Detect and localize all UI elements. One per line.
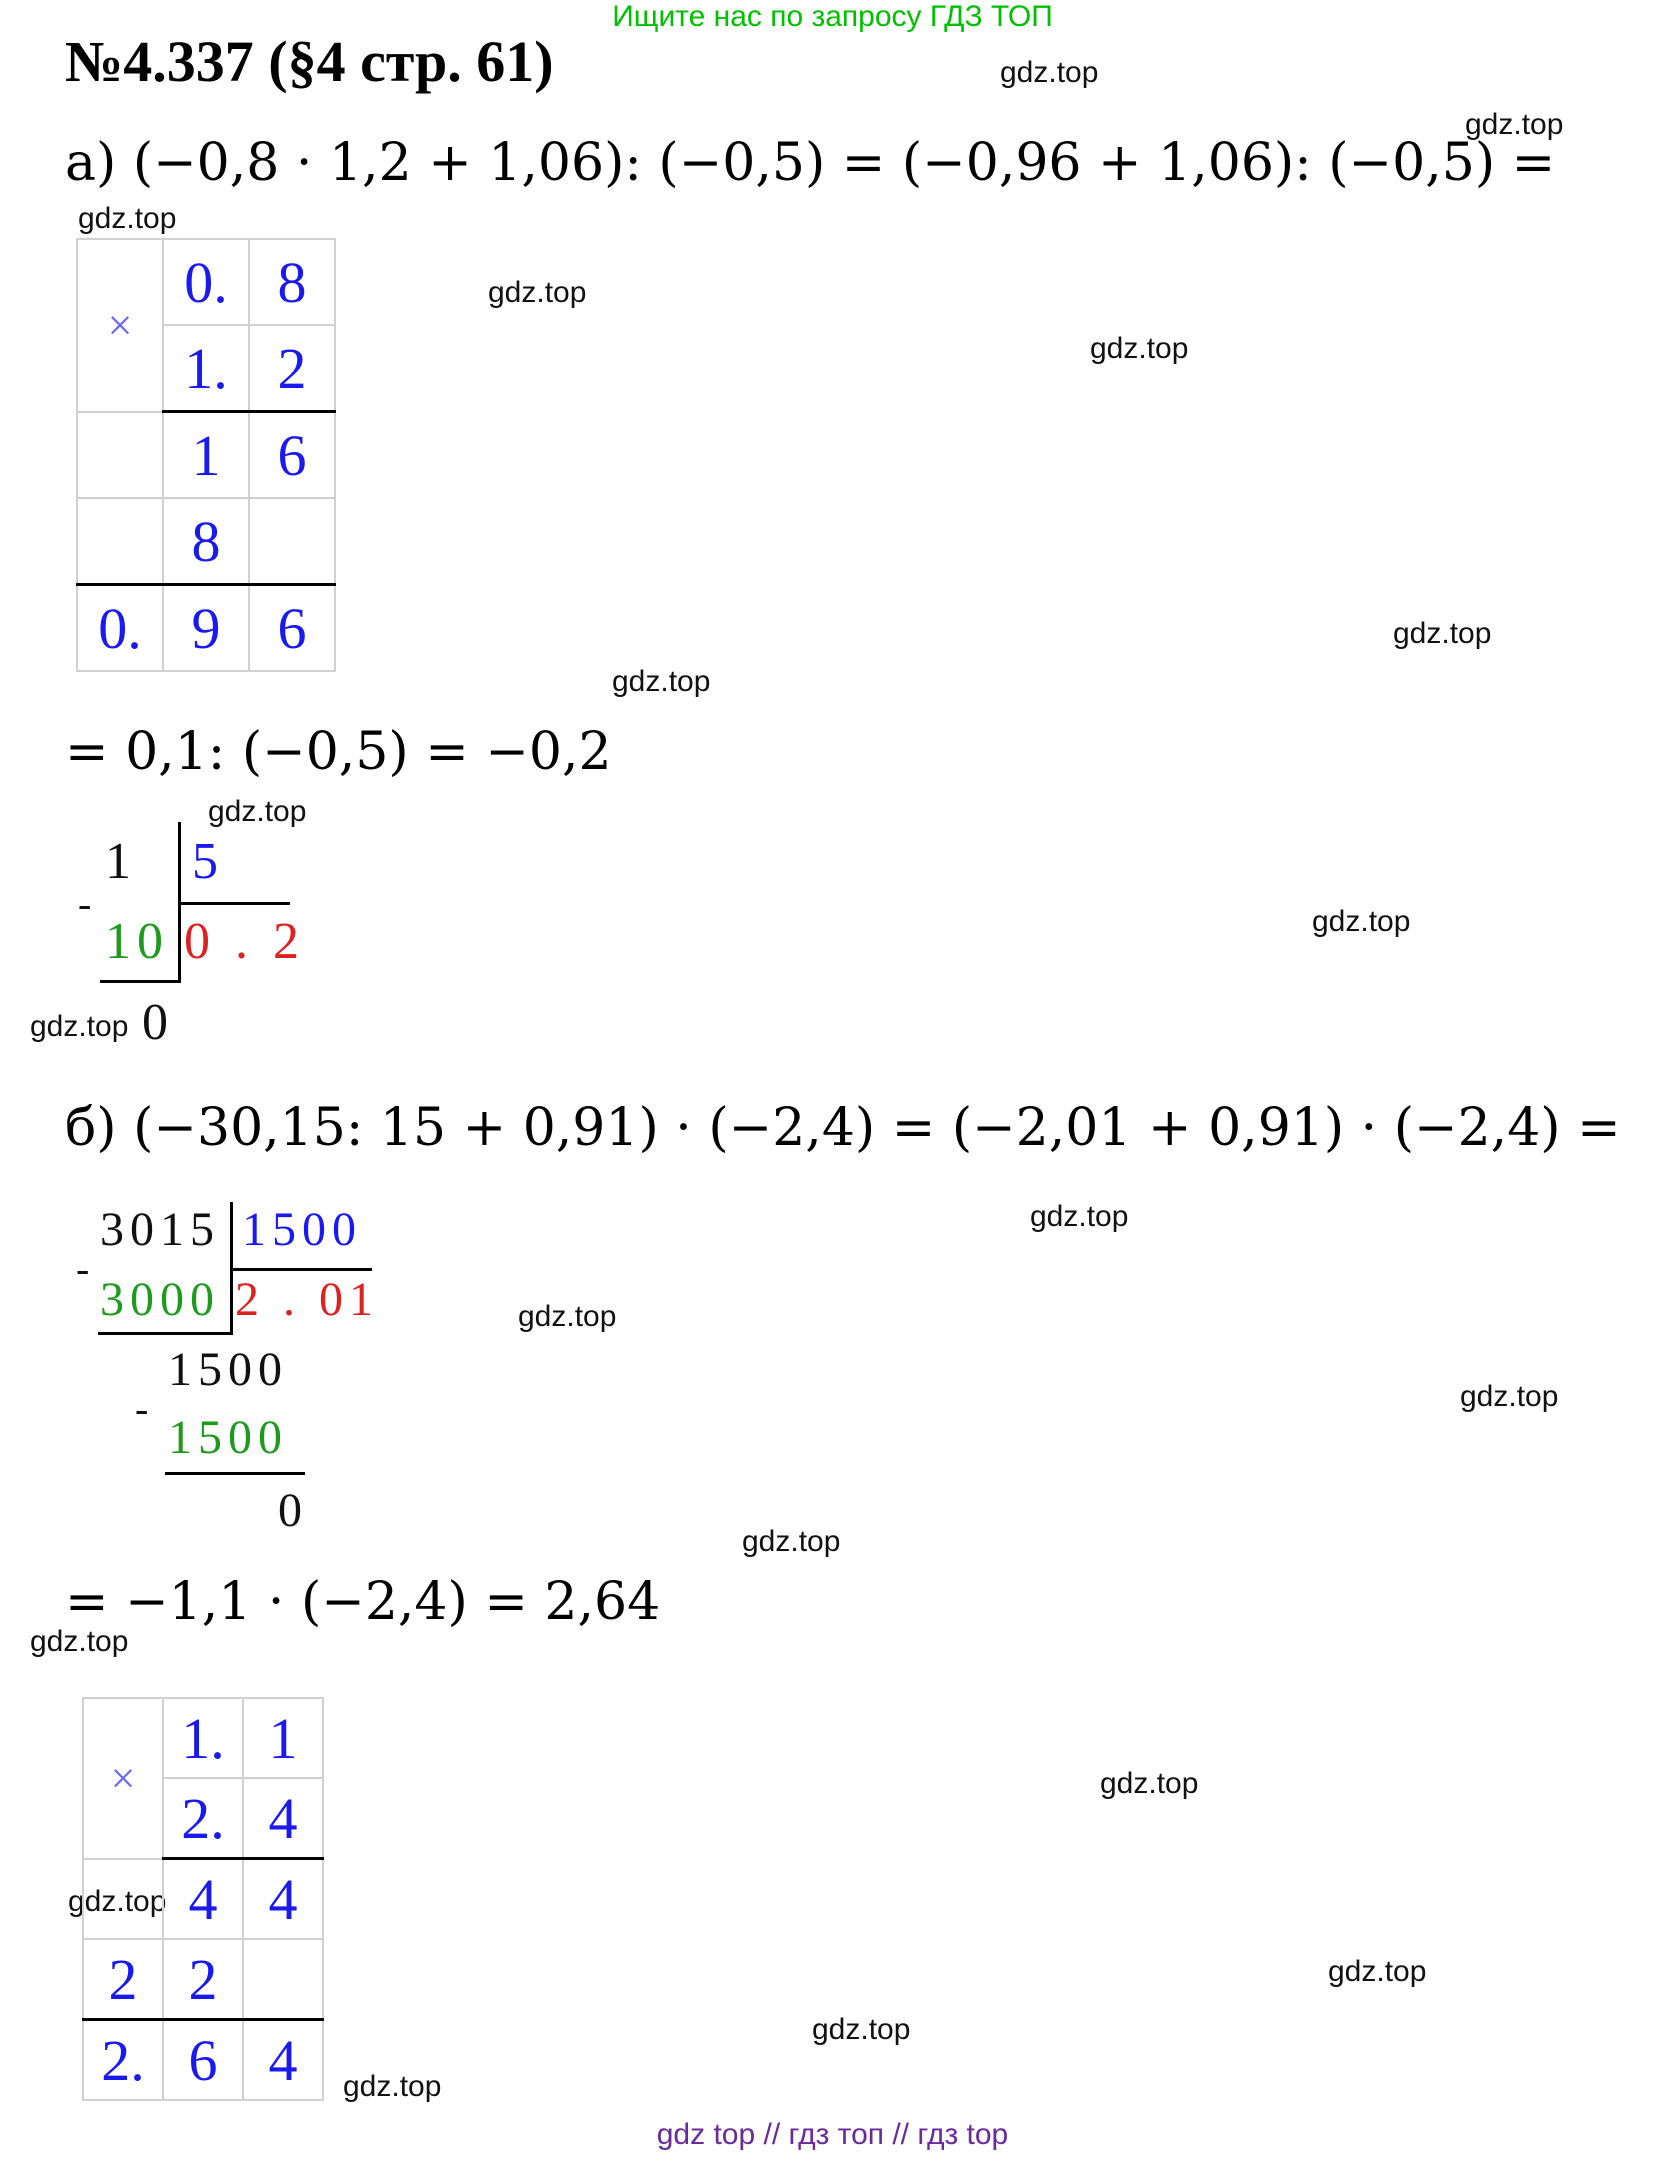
watermark: gdz.top <box>742 1525 841 1558</box>
watermark: gdz.top <box>30 1010 129 1043</box>
part-a-equation-2: = 0,1: (−0,5) = −0,2 <box>65 722 612 782</box>
grid-cell: 4 <box>243 2020 323 2101</box>
part-b-equation-2: = −1,1 · (−2,4) = 2,64 <box>65 1572 661 1632</box>
watermark: gdz.top <box>1090 332 1189 365</box>
grid-cell: 2. <box>163 1778 243 1859</box>
minus-sign: - <box>135 1386 155 1431</box>
part-a-equation-1: а) (−0,8 · 1,2 + 1,06): (−0,5) = (−0,96 + 1,06): (−0,5) = <box>65 133 1556 193</box>
watermark: gdz.top <box>78 202 177 235</box>
watermark: gdz.top <box>518 1300 617 1333</box>
grid-cell: 1 <box>163 412 249 499</box>
grid-cell: 2 <box>83 1939 163 2020</box>
watermark: gdz.top <box>1393 617 1492 650</box>
division-remainder: 0 <box>278 1484 308 1537</box>
watermark: gdz.top <box>1000 56 1099 89</box>
grid-cell <box>249 498 335 585</box>
grid-cell: 2 <box>163 1939 243 2020</box>
grid-cell <box>83 1859 163 1940</box>
multiply-sign: × <box>77 239 163 412</box>
grid-cell: 4 <box>163 1859 243 1940</box>
watermark: gdz.top <box>488 276 587 309</box>
part-b-multiplication-grid <box>82 1697 324 2101</box>
watermark: gdz.top <box>68 1885 167 1918</box>
watermark: gdz.top <box>1100 1767 1199 1800</box>
grid-cell: 6 <box>249 585 335 672</box>
multiply-sign: × <box>83 1698 163 1859</box>
division-divisor: 1500 <box>242 1203 362 1256</box>
grid-cell: 2 <box>249 325 335 412</box>
division-divisor: 5 <box>192 833 224 890</box>
watermark: gdz.top <box>343 2070 442 2103</box>
grid-cell <box>77 498 163 585</box>
division-step: 1500 <box>168 1343 288 1396</box>
grid-cell: 4 <box>243 1778 323 1859</box>
minus-sign: - <box>76 1246 96 1291</box>
part-b-equation-1: б) (−30,15: 15 + 0,91) · (−2,4) = (−2,01 + 0,91) · (−2,4) = <box>65 1098 1621 1158</box>
grid-cell: 9 <box>163 585 249 672</box>
grid-cell: 1 <box>243 1698 323 1778</box>
problem-title: №4.337 (§4 стр. 61) <box>65 29 554 94</box>
division-subtrahend: 10 <box>105 913 169 970</box>
division-quotient: 0 . 2 <box>184 913 305 970</box>
division-divisor-line <box>230 1268 372 1271</box>
grid-cell: 0. <box>77 585 163 672</box>
watermark: gdz.top <box>1465 108 1564 141</box>
grid-cell: 8 <box>163 498 249 585</box>
division-dividend: 3015 <box>100 1203 220 1256</box>
watermark: gdz.top <box>1328 1955 1427 1988</box>
grid-cell <box>243 1939 323 2020</box>
grid-cell <box>77 412 163 499</box>
division-subtrahend: 1500 <box>168 1411 288 1464</box>
grid-cell: 2. <box>83 2020 163 2101</box>
watermark: gdz.top <box>30 1625 129 1658</box>
division-quotient: 2 . 01 <box>235 1273 379 1326</box>
footer-links[interactable]: gdz top // гдз топ // гдз top <box>656 2118 1009 2151</box>
grid-cell: 6 <box>163 2020 243 2101</box>
watermark: gdz.top <box>812 2013 911 2046</box>
watermark: gdz.top <box>1460 1380 1559 1413</box>
division-subtrahend: 3000 <box>100 1273 220 1326</box>
watermark: gdz.top <box>1030 1200 1129 1233</box>
minus-sign: - <box>78 881 98 926</box>
part-a-multiplication-grid <box>76 238 336 672</box>
grid-cell: 6 <box>249 412 335 499</box>
division-vertical-line <box>230 1202 233 1332</box>
watermark: gdz.top <box>1312 905 1411 938</box>
grid-cell: 4 <box>243 1859 323 1940</box>
division-rule <box>165 1472 305 1475</box>
division-dividend: 1 <box>105 833 137 890</box>
watermark: gdz.top <box>612 665 711 698</box>
division-rule <box>100 980 181 983</box>
division-divisor-line <box>178 902 290 905</box>
search-banner[interactable]: Ищите нас по запросу ГДЗ ТОП <box>612 0 1053 33</box>
grid-cell: 8 <box>249 239 335 325</box>
division-rule <box>98 1332 233 1335</box>
division-remainder: 0 <box>142 994 174 1051</box>
grid-cell: 0. <box>163 239 249 325</box>
grid-cell: 1. <box>163 1698 243 1778</box>
watermark: gdz.top <box>208 795 307 828</box>
grid-cell: 1. <box>163 325 249 412</box>
